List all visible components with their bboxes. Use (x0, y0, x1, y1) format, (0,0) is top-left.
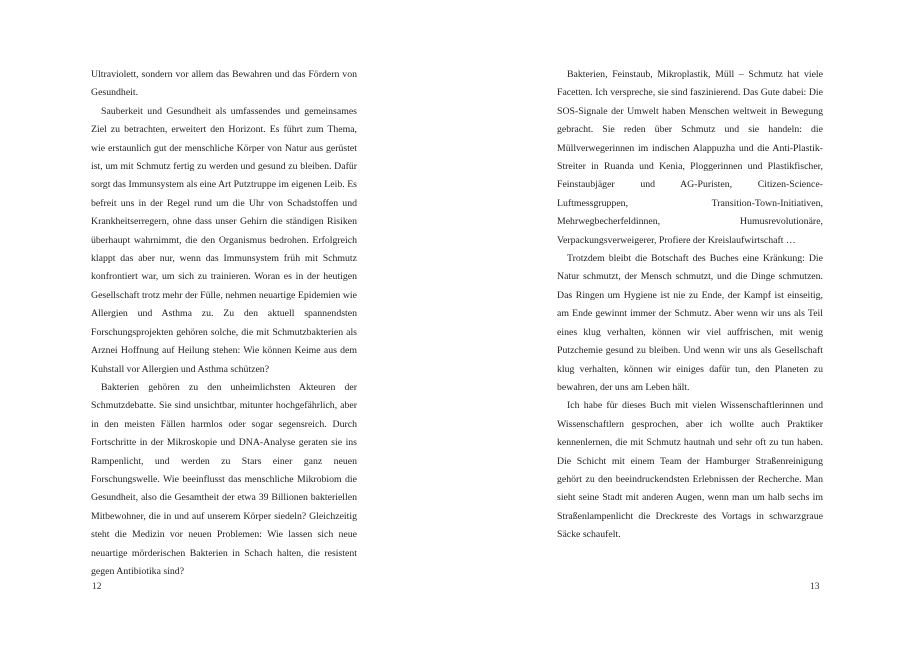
right-page (557, 66, 823, 545)
right-page-number: 13 (810, 582, 820, 592)
left-page-number: 12 (92, 582, 102, 592)
left-paragraph-2: Sauberkeit und Gesundheit als umfassendes und gemeinsames Ziel zu betrachten, erweitert den Horizont. Es führt zum Thema, wie erstaunlich gut der menschliche Körper von Natur aus gerüstet ist, um mit Schmutz fertig zu werden und gesund zu bleiben. Dafür sorgt das Immunsystem als eine Art Putztruppe im eigenen Leib. Es befreit uns in der Regel rund um die Uhr von Schadstoffen und Krankheitserregern, ohne dass unser Gehirn die ständigen Risiken überhaupt wahrnimmt, die den Organismus bedrohen. Erfolgreich klappt das aber nur, wenn das Immunsystem früh mit Schmutz konfrontiert war, um sich zu trainieren. Woran es in der heutigen Gesellschaft trotz mehr der Fülle, nehmen neuartige Epidemien wie Allergien und Asthma zu. Zu den aktuell spannendsten Forschungsprojekten gehören solche, die mit Schmutzbakterien als Arznei Hoffnung auf Heilung stehen: Wie können Keime aus dem Kuhstall vor Allergien und Asthma schützen? (91, 105, 357, 375)
right-paragraph-1: Bakterien, Feinstaub, Mikroplastik, Müll – Schmutz hat viele Facetten. Ich verspreche, sie sind faszinierend. Das Gute dabei: Die SOS-Signale der Umwelt haben Menschen weltweit in Bewegung gebracht. Sie reden über Schmutz und sie handeln: die Müllverwegerinnen im indischen Alappuzha und die Anti-Plastik-Streiter in Ruanda und Kenia, Ploggerinnen und Plastikfischer, Feinstaubjäger und AG-Puristen, Citizen-Science-Luftmessgruppen, Transition-Town-Initiativen, Mehrwegbecherfeldinnen, Humusrevolutionäre, Verpackungsverweigerer, Profiere der Kreislaufwirtschaft … (557, 69, 823, 246)
left-paragraph-1: Ultraviolett, sondern vor allem das Bewahren und das Fördern von Gesundheit. (91, 69, 357, 99)
right-paragraph-2: Trotzdem bleibt die Botschaft des Buches eine Kränkung: Die Natur schmutzt, der Mensch schmutzt, und die Dinge schmutzen. Das Ringen um Hygiene ist nie zu Ende, der Kampf ist einseitig, am Ende gewinnt immer der Schmutz. Aber wenn wir uns als Teil eines klug verhalten, können wir viel auffrischen, mit wenig Putzchemie gesund zu bleiben. Und wenn wir uns als Gesellschaft klug verhalten, können wir einiges dafür tun, den Planeten zu bewahren, der uns am Leben hält. (557, 253, 823, 393)
right-paragraph-3: Ich habe für dieses Buch mit vielen Wissenschaftlerinnen und Wissenschaftlern gesprochen, aber ich wollte auch Praktiker kennenlernen, die mit Schmutz hautnah und sehr oft zu tun haben. Die Schicht mit einem Team der Hamburger Straßenreinigung gehört zu den beeindruckendsten Erlebnissen der Recherche. Man sieht seine Stadt mit anderen Augen, wenn man um halb sechs im Straßenlampenlicht die Dreckreste des Vortags in schwarzgraue Säcke schaufelt. (557, 400, 823, 541)
left-paragraph-3: Bakterien gehören zu den unheimlichsten Akteuren der Schmutzdebatte. Sie sind unsichtbar, mitunter hochgefährlich, aber in den meisten Fällen harmlos oder sogar segensreich. Durch Fortschritte in der Mikroskopie und DNA-Analyse geraten sie ins Rampenlicht, und werden zu Stars einer ganz neuen Forschungswelle. Wie beeinflusst das menschliche Mikrobiom die Gesundheit, also die Gesamtheit der etwa 39 Billionen bakteriellen Mitbewohner, die in und auf unserem Körper siedeln? Gleichzeitig steht die Medizin vor neuen Problemen: Wie lassen sich neue neuartige mörderischen Bakterien in Schach halten, die resistent gegen Antibiotika sind? (91, 381, 357, 577)
left-page (91, 66, 357, 581)
